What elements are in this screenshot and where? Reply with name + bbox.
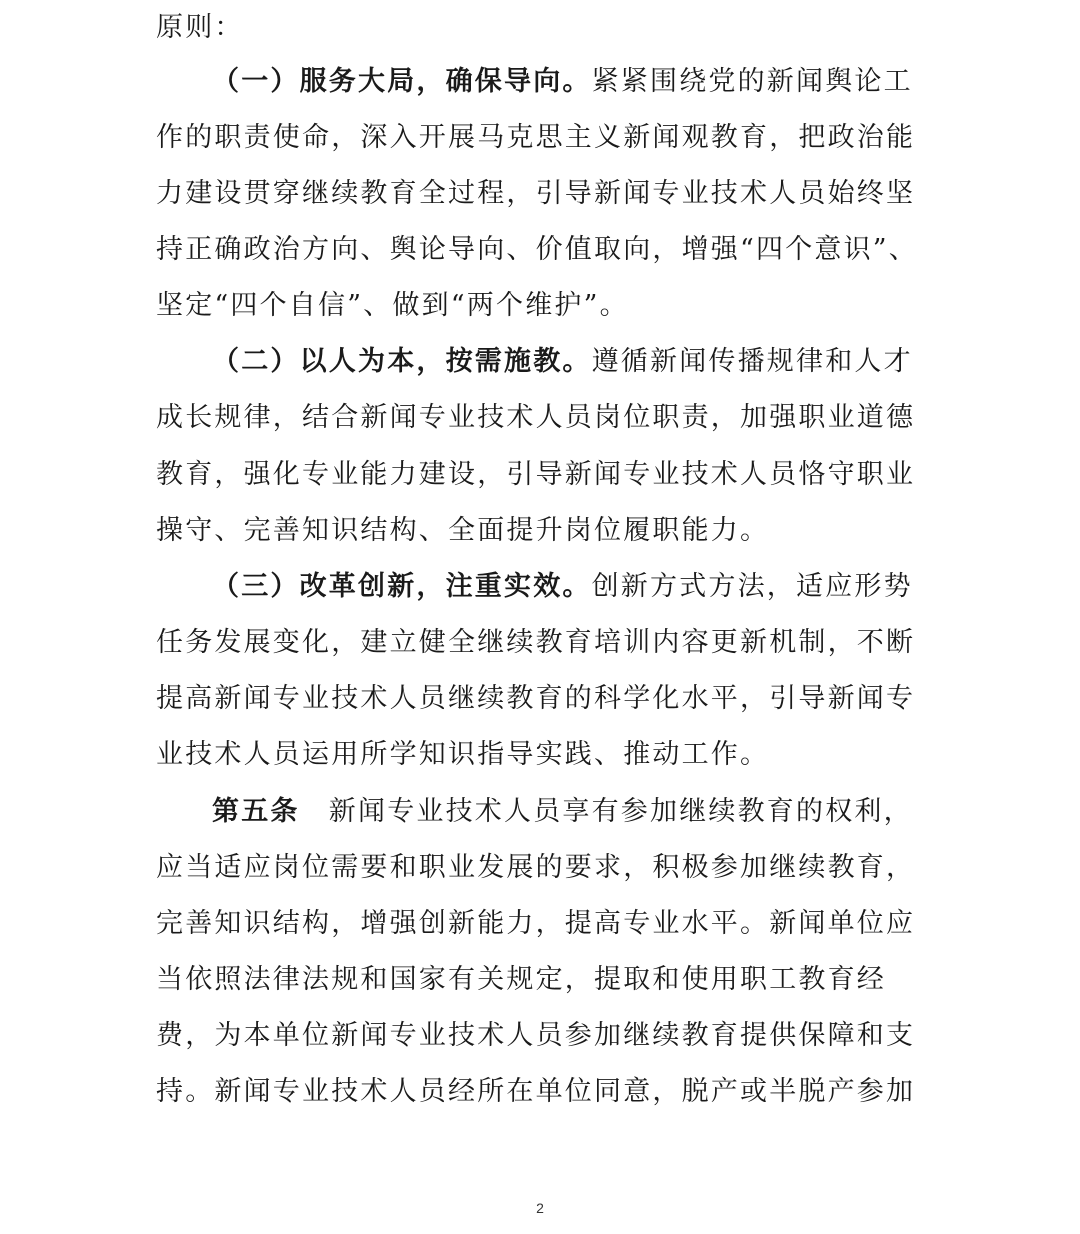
text-line: 坚定“四个自信”、做到“两个维护”。: [156, 290, 629, 321]
page-number: 2: [536, 1200, 544, 1216]
text-line: 持正确政治方向、舆论导向、价值取向，增强“四个意识”、: [156, 234, 919, 265]
text-line: 教育，强化专业能力建设，引导新闻专业技术人员恪守职业: [156, 459, 916, 490]
text-line: 成长规律，结合新闻专业技术人员岗位职责，加强职业道德: [156, 402, 916, 433]
article-5-heading-line: 第五条 新闻专业技术人员享有参加继续教育的权利，: [212, 796, 913, 827]
principle-1-heading-line: （一）服务大局，确保导向。紧紧围绕党的新闻舆论工: [212, 66, 913, 97]
principle-3-heading-line: （三）改革创新，注重实效。创新方式方法，适应形势: [212, 571, 913, 602]
text-line: 操守、完善知识结构、全面提升岗位履职能力。: [156, 515, 770, 546]
text-line: 原则：: [156, 12, 244, 43]
principle-1-title: （一）服务大局，确保导向。: [212, 66, 592, 97]
text-line: 当依照法律法规和国家有关规定，提取和使用职工教育经: [156, 964, 886, 995]
text-line: 应当适应岗位需要和职业发展的要求，积极参加继续教育，: [156, 852, 916, 883]
text-line: 作的职责使命，深入开展马克思主义新闻观教育，把政治能: [156, 122, 916, 153]
principle-2-title: （二）以人为本，按需施教。: [212, 346, 592, 377]
text-line: 完善知识结构，增强创新能力，提高专业水平。新闻单位应: [156, 908, 916, 939]
text-line: 任务发展变化，建立健全继续教育培训内容更新机制，不断: [156, 627, 916, 658]
text-line: 提高新闻专业技术人员继续教育的科学化水平，引导新闻专: [156, 683, 916, 714]
principle-2-heading-line: （二）以人为本，按需施教。遵循新闻传播规律和人才: [212, 346, 913, 377]
article-5-title: 第五条: [212, 796, 300, 827]
text-line: 力建设贯穿继续教育全过程，引导新闻专业技术人员始终坚: [156, 178, 916, 209]
text-line: 持。新闻专业技术人员经所在单位同意，脱产或半脱产参加: [156, 1076, 916, 1107]
text-line: 费，为本单位新闻专业技术人员参加继续教育提供保障和支: [156, 1020, 916, 1051]
text-line: 业技术人员运用所学知识指导实践、推动工作。: [156, 739, 770, 770]
principle-3-title: （三）改革创新，注重实效。: [212, 571, 592, 602]
